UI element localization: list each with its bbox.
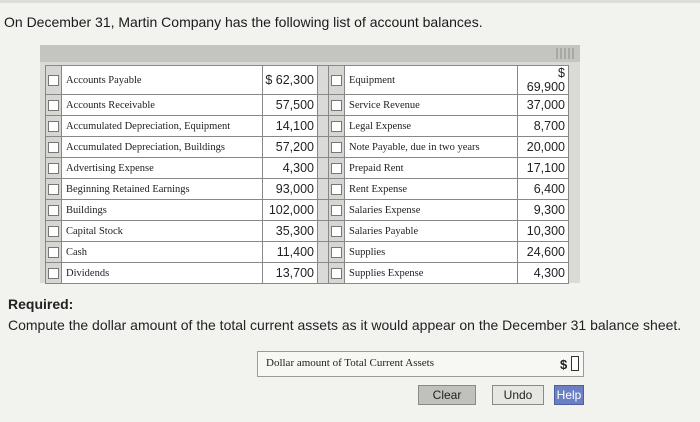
currency-symbol: $ xyxy=(560,357,568,372)
checkbox-cell xyxy=(329,179,345,200)
table-row xyxy=(46,221,569,242)
account-amount: 35,300 xyxy=(263,221,318,242)
account-name: Equipment xyxy=(345,66,518,95)
table-row xyxy=(46,158,569,179)
checkbox[interactable] xyxy=(331,121,342,132)
checkbox[interactable] xyxy=(331,142,342,153)
account-name: Accumulated Depreciation, Equipment xyxy=(62,116,263,137)
answer-label: Dollar amount of Total Current Assets xyxy=(266,357,434,369)
checkbox[interactable] xyxy=(48,142,59,153)
checkbox[interactable] xyxy=(48,268,59,279)
account-name: Accounts Receivable xyxy=(62,95,263,116)
table-row xyxy=(46,179,569,200)
checkbox-cell xyxy=(329,242,345,263)
intro-text: On December 31, Martin Company has the following list of account balances. xyxy=(4,14,483,30)
checkbox[interactable] xyxy=(48,226,59,237)
checkbox-cell xyxy=(46,158,62,179)
checkbox-cell xyxy=(46,179,62,200)
account-amount: 9,300 xyxy=(518,200,569,221)
grip-icon[interactable] xyxy=(556,48,576,59)
column-gap xyxy=(318,263,329,284)
total-current-assets-input[interactable] xyxy=(571,356,579,371)
account-amount: 57,500 xyxy=(263,95,318,116)
table-row xyxy=(46,137,569,158)
table-row xyxy=(46,95,569,116)
column-gap xyxy=(318,95,329,116)
checkbox-cell xyxy=(46,66,62,95)
checkbox[interactable] xyxy=(331,205,342,216)
checkbox-cell xyxy=(329,200,345,221)
table-row xyxy=(46,116,569,137)
account-amount: 14,100 xyxy=(263,116,318,137)
column-gap xyxy=(318,66,329,95)
checkbox[interactable] xyxy=(48,247,59,258)
checkbox[interactable] xyxy=(48,163,59,174)
account-amount: 17,100 xyxy=(518,158,569,179)
account-name: Dividends xyxy=(62,263,263,284)
account-name: Supplies Expense xyxy=(345,263,518,284)
table-row xyxy=(46,242,569,263)
table-row xyxy=(46,200,569,221)
top-divider xyxy=(0,0,700,3)
account-amount: 13,700 xyxy=(263,263,318,284)
help-button[interactable]: Help xyxy=(554,385,584,405)
checkbox[interactable] xyxy=(48,100,59,111)
checkbox[interactable] xyxy=(48,121,59,132)
checkbox-cell xyxy=(329,263,345,284)
account-name: Prepaid Rent xyxy=(345,158,518,179)
account-amount: 8,700 xyxy=(518,116,569,137)
account-amount: 11,400 xyxy=(263,242,318,263)
checkbox-cell xyxy=(329,95,345,116)
account-amount: 102,000 xyxy=(263,200,318,221)
clear-button[interactable]: Clear xyxy=(418,385,476,405)
checkbox-cell xyxy=(46,95,62,116)
column-gap xyxy=(318,158,329,179)
required-heading: Required: xyxy=(8,296,74,312)
checkbox[interactable] xyxy=(331,100,342,111)
column-gap xyxy=(318,179,329,200)
checkbox[interactable] xyxy=(331,163,342,174)
checkbox-cell xyxy=(329,137,345,158)
panel-header xyxy=(40,45,580,62)
account-amount: 4,300 xyxy=(518,263,569,284)
checkbox-cell xyxy=(329,66,345,95)
account-name: Rent Expense xyxy=(345,179,518,200)
account-balances-table xyxy=(45,65,569,284)
column-gap xyxy=(318,221,329,242)
checkbox-cell xyxy=(46,116,62,137)
checkbox[interactable] xyxy=(331,226,342,237)
account-amount: 37,000 xyxy=(518,95,569,116)
checkbox[interactable] xyxy=(331,247,342,258)
checkbox[interactable] xyxy=(331,75,342,86)
account-name: Supplies xyxy=(345,242,518,263)
checkbox[interactable] xyxy=(331,184,342,195)
checkbox-cell xyxy=(46,137,62,158)
column-gap xyxy=(318,116,329,137)
account-name: Salaries Payable xyxy=(345,221,518,242)
account-name: Accounts Payable xyxy=(62,66,263,95)
checkbox[interactable] xyxy=(331,268,342,279)
account-amount: 57,200 xyxy=(263,137,318,158)
checkbox-cell xyxy=(329,116,345,137)
account-name: Cash xyxy=(62,242,263,263)
account-amount: 20,000 xyxy=(518,137,569,158)
answer-row xyxy=(257,351,584,377)
account-amount: 6,400 xyxy=(518,179,569,200)
table-row xyxy=(46,263,569,284)
account-amount: 4,300 xyxy=(263,158,318,179)
account-name: Service Revenue xyxy=(345,95,518,116)
account-name: Capital Stock xyxy=(62,221,263,242)
account-amount: $ 62,300 xyxy=(263,66,318,95)
checkbox-cell xyxy=(46,200,62,221)
checkbox[interactable] xyxy=(48,75,59,86)
account-amount: 93,000 xyxy=(263,179,318,200)
checkbox-cell xyxy=(329,158,345,179)
account-name: Advertising Expense xyxy=(62,158,263,179)
checkbox-cell xyxy=(46,242,62,263)
account-name: Legal Expense xyxy=(345,116,518,137)
column-gap xyxy=(318,137,329,158)
table-row xyxy=(46,66,569,95)
undo-button[interactable]: Undo xyxy=(492,385,544,405)
column-gap xyxy=(318,200,329,221)
checkbox[interactable] xyxy=(48,184,59,195)
account-amount: 24,600 xyxy=(518,242,569,263)
checkbox-cell xyxy=(46,263,62,284)
account-name: Note Payable, due in two years xyxy=(345,137,518,158)
checkbox-cell xyxy=(329,221,345,242)
checkbox-cell xyxy=(46,221,62,242)
account-name: Buildings xyxy=(62,200,263,221)
account-name: Beginning Retained Earnings xyxy=(62,179,263,200)
question-text: Compute the dollar amount of the total current assets as it would appear on the December 31 balance sheet. xyxy=(8,317,682,333)
column-gap xyxy=(318,242,329,263)
account-name: Salaries Expense xyxy=(345,200,518,221)
account-amount: 10,300 xyxy=(518,221,569,242)
account-name: Accumulated Depreciation, Buildings xyxy=(62,137,263,158)
account-amount: $ 69,900 xyxy=(518,66,569,95)
checkbox[interactable] xyxy=(48,205,59,216)
